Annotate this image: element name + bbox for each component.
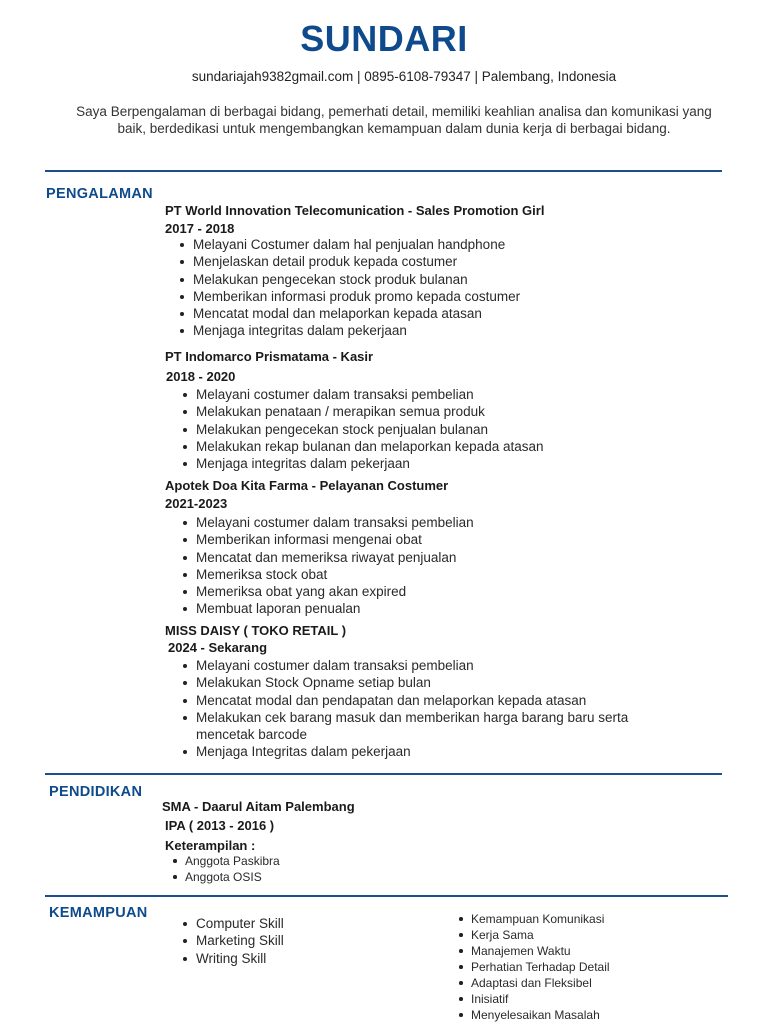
abilities-right-list (451, 911, 751, 1023)
education-major: IPA ( 2013 - 2016 ) (165, 818, 275, 833)
list-item: Anggota OSIS (165, 869, 465, 885)
profile-summary: Saya Berpengalaman di berbagai bidang, pemerhati detail, memiliki keahlian analisa dan komunikasi yang baik, berdedikasi untuk mengembangkan kemampuan dalam dunia kerja di berbagai bidang. (76, 104, 712, 136)
list-item: Memberikan informasi mengenai obat (173, 531, 733, 548)
candidate-name: SUNDARI (300, 18, 468, 59)
list-item: Melayani costumer dalam transaksi pembelian (173, 514, 733, 531)
job-title: PT Indomarco Prismatama - Kasir (165, 349, 374, 364)
section-title-education: PENDIDIKAN (49, 784, 143, 800)
list-item: Kemampuan Komunikasi (451, 911, 751, 927)
list-item: Melakukan cek barang masuk dan memberikan harga barang baru serta mencetak barcode (173, 709, 673, 744)
list-item: Melakukan pengecekan stock produk bulanan (170, 271, 730, 288)
divider (45, 773, 722, 775)
job-duties (173, 514, 733, 618)
section-title-experience: PENGALAMAN (46, 186, 153, 202)
divider (45, 895, 728, 897)
job-period: 2024 - Sekarang (168, 640, 268, 655)
list-item: Membuat laporan penualan (173, 600, 733, 617)
list-item: Marketing Skill (173, 932, 423, 949)
job-duties (170, 236, 730, 340)
list-item: Melakukan pengecekan stock penjualan bulanan (173, 421, 733, 438)
list-item: Menjaga integritas dalam pekerjaan (173, 455, 733, 472)
list-item: Anggota Paskibra (165, 853, 465, 869)
job-period: 2021-2023 (165, 496, 228, 511)
skills-label: Keterampilan : (165, 838, 256, 853)
list-item: Melakukan Stock Opname setiap bulan (173, 674, 673, 691)
list-item: Inisiatif (451, 991, 751, 1007)
list-item: Melayani costumer dalam transaksi pembelian (173, 386, 733, 403)
job-title: Apotek Doa Kita Farma - Pelayanan Costumer (165, 478, 449, 493)
list-item: Kerja Sama (451, 927, 751, 943)
job-title: PT World Innovation Telecomunication - Sales Promotion Girl (165, 203, 545, 218)
job-duties (173, 657, 673, 761)
contact-info: sundariajah9382gmail.com | 0895-6108-79347 | Palembang, Indonesia (191, 69, 617, 84)
school-name: SMA - Daarul Aitam Palembang (162, 799, 355, 814)
list-item: Menjaga integritas dalam pekerjaan (170, 322, 730, 339)
section-title-abilities: KEMAMPUAN (49, 905, 148, 921)
list-item: Perhatian Terhadap Detail (451, 959, 751, 975)
list-item: Manajemen Waktu (451, 943, 751, 959)
job-title: MISS DAISY ( TOKO RETAIL ) (165, 623, 347, 638)
list-item: Memberikan informasi produk promo kepada costumer (170, 288, 730, 305)
list-item: Melayani costumer dalam transaksi pembelian (173, 657, 673, 674)
abilities-left-list (173, 915, 423, 967)
list-item: Computer Skill (173, 915, 423, 932)
list-item: Mencatat dan memeriksa riwayat penjualan (173, 549, 733, 566)
list-item: Adaptasi dan Fleksibel (451, 975, 751, 991)
list-item: Menjaga Integritas dalam pekerjaan (173, 743, 673, 760)
list-item: Mencatat modal dan pendapatan dan melaporkan kepada atasan (173, 692, 673, 709)
education-skills (165, 853, 465, 885)
job-period: 2018 - 2020 (166, 369, 236, 384)
list-item: Writing Skill (173, 950, 423, 967)
list-item: Mencatat modal dan melaporkan kepada atasan (170, 305, 730, 322)
list-item: Melakukan rekap bulanan dan melaporkan kepada atasan (173, 438, 733, 455)
divider (45, 170, 722, 172)
job-duties (173, 386, 733, 472)
list-item: Menjelaskan detail produk kepada costumer (170, 253, 730, 270)
list-item: Melakukan penataan / merapikan semua produk (173, 403, 733, 420)
job-period: 2017 - 2018 (165, 221, 235, 236)
list-item: Memeriksa stock obat (173, 566, 733, 583)
list-item: Menyelesaikan Masalah (451, 1007, 751, 1023)
list-item: Memeriksa obat yang akan expired (173, 583, 733, 600)
list-item: Melayani Costumer dalam hal penjualan handphone (170, 236, 730, 253)
